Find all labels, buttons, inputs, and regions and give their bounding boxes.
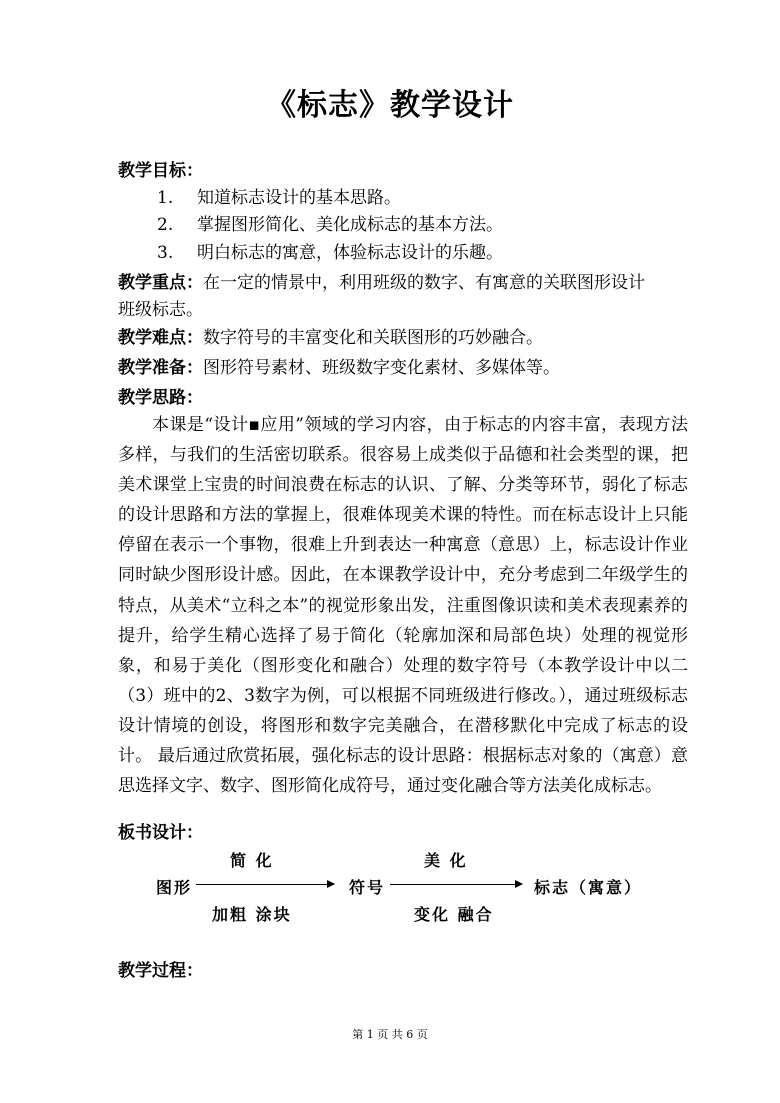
difficulty-text: 数字符号的丰富变化和关联图形的巧妙融合。	[203, 328, 543, 348]
process-heading: 教学过程：	[118, 961, 203, 981]
preparation-text: 图形符号素材、班级数字变化素材、多媒体等。	[203, 358, 560, 378]
objective-text: 明白标志的寓意，体验标志设计的乐趣。	[197, 243, 503, 263]
key-point-label: 教学重点：	[118, 273, 203, 293]
objective-number: 2.	[157, 215, 174, 235]
board-heading: 板书设计：	[118, 823, 203, 843]
approach-heading: 教学思路：	[118, 388, 203, 408]
board-node-graphic: 图形	[156, 878, 193, 897]
page-footer: 第 1 页 共 6 页	[352, 1028, 428, 1041]
objective-item	[157, 242, 503, 264]
objective-number: 3.	[157, 243, 174, 263]
difficulty	[118, 327, 543, 349]
preparation-label: 教学准备：	[118, 358, 203, 378]
preparation	[118, 357, 560, 379]
arrow-right-icon	[390, 884, 522, 885]
approach-paragraph: 本课是“设计▪应用”领域的学习内容，由于标志的内容丰富，表现方法多样，与我们的生活密切联系。很容易上成类似于品德和社会类型的课，把美术课堂上宝贵的时间浪费在标志的认识、了解、分类等环节，弱化了标志的设计思路和方法的掌握上，很难体现美术课的特性。而在标志设计上只能停留在表示一个事物，很难上升到表达一种寓意（意思）上，标志设计作业同时缺少图形设计感。因此，在本课教学设计中，充分考虑到二年级学生的特点，从美术“立科之本”的视觉形象出发，注重图像识读和美术表现素养的提升，给学生精心选择了易于简化（轮廓加深和局部色块）处理的视觉形象，和易于美化（图形变化和融合）处理的数字符号（本教学设计中以二（3）班中的2、3数字为例，可以根据不同班级进行修改。），通过班级标志设计情境的创设，将图形和数字完美融合，在潜移默化中完成了标志的设计。 最后通过欣赏拓展，强化标志的设计思路：根据标志对象的（寓意）意思选择文字、数字、图形简化成符号，通过变化融合等方法美化成标志。	[118, 415, 688, 797]
board-node-logo: 标志（寓意）	[534, 878, 643, 897]
key-point-text: 在一定的情景中，利用班级的数字、有寓意的关联图形设计	[203, 273, 645, 293]
arrow1-bottom-label: 加粗 涂块	[212, 905, 292, 924]
page-title: 《标志》教学设计	[266, 88, 514, 123]
arrow2-bottom-label: 变化 融合	[414, 905, 494, 924]
arrow1-top-label: 简 化	[230, 851, 274, 870]
objective-item	[157, 187, 401, 209]
difficulty-label: 教学难点：	[118, 328, 203, 348]
objective-number: 1.	[157, 188, 174, 208]
objective-text: 知道标志设计的基本思路。	[197, 188, 401, 208]
objective-text: 掌握图形简化、美化成标志的基本方法。	[197, 215, 503, 235]
arrow-right-icon	[196, 884, 334, 885]
board-node-symbol: 符号	[349, 878, 386, 897]
key-point-continued: 班级标志。	[118, 300, 203, 320]
objectives-heading: 教学目标：	[118, 161, 203, 181]
objective-item	[157, 214, 503, 236]
key-point	[118, 272, 645, 294]
arrow2-top-label: 美 化	[424, 851, 468, 870]
